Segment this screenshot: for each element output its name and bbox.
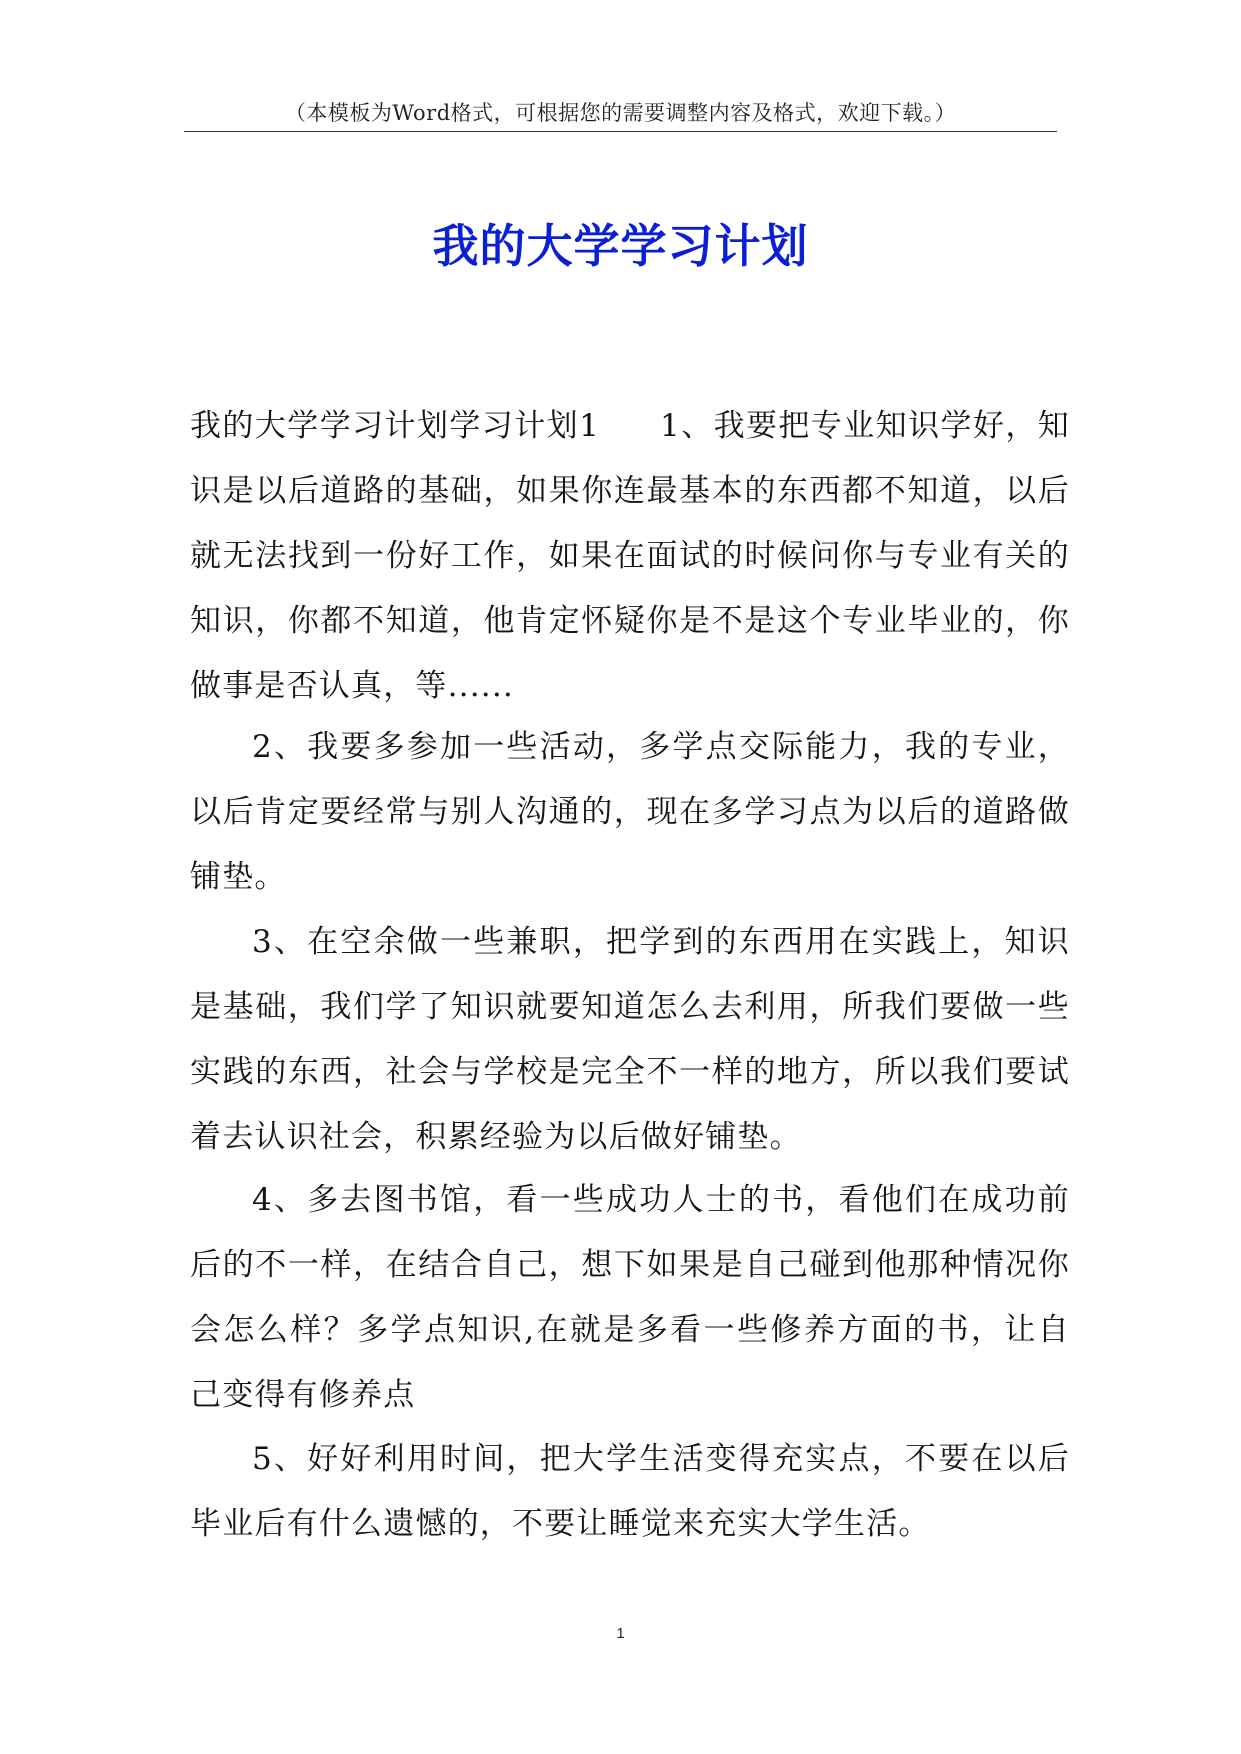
document-title: 我的大学学习计划 (432, 219, 809, 273)
paragraph-text: 2、我要多参加一些活动，多学点交际能力，我的专业，以后肯定要经常与别人沟通的，现在多学习点为以后的道路做铺垫。 (190, 729, 1070, 895)
paragraph-2 (190, 715, 1070, 910)
paragraph-text: 3、在空余做一些兼职，把学到的东西用在实践上，知识是基础，我们学了知识就要知道怎么去利用，所我们要做一些实践的东西，社会与学校是完全不一样的地方，所以我们要试着去认识社会，积累经验为以后做好铺垫。 (190, 924, 1070, 1155)
paragraph-1 (190, 394, 1070, 719)
page-number: 1 (616, 1625, 625, 1642)
paragraph-text: 4、多去图书馆，看一些成功人士的书，看他们在成功前后的不一样，在结合自己，想下如果是自己碰到他那种情况你会怎么样？多学点知识,在就是多看一些修养方面的书，让自己变得有修养点 (190, 1182, 1070, 1413)
paragraph-text: 1、我要把专业知识学好，知识是以后道路的基础，如果你连最基本的东西都不知道，以后就无法找到一份好工作，如果在面试的时候问你与专业有关的知识，你都不知道，他肯定怀疑你是不是这个专业毕业的，你做事是否认真，等...... (190, 408, 1070, 704)
paragraph-text: 5、好好利用时间，把大学生活变得充实点，不要在以后毕业后有什么遗憾的，不要让睡觉来充实大学生活。 (190, 1441, 1070, 1542)
paragraph-4 (190, 1168, 1070, 1428)
paragraph-5 (190, 1427, 1070, 1557)
plan-heading-inline: 我的大学学习计划学习计划1 (190, 408, 600, 444)
paragraph-3 (190, 910, 1070, 1170)
header-divider (184, 131, 1057, 132)
header-note: （本模板为Word格式，可根据您的需要调整内容及格式，欢迎下载。） (284, 101, 957, 125)
